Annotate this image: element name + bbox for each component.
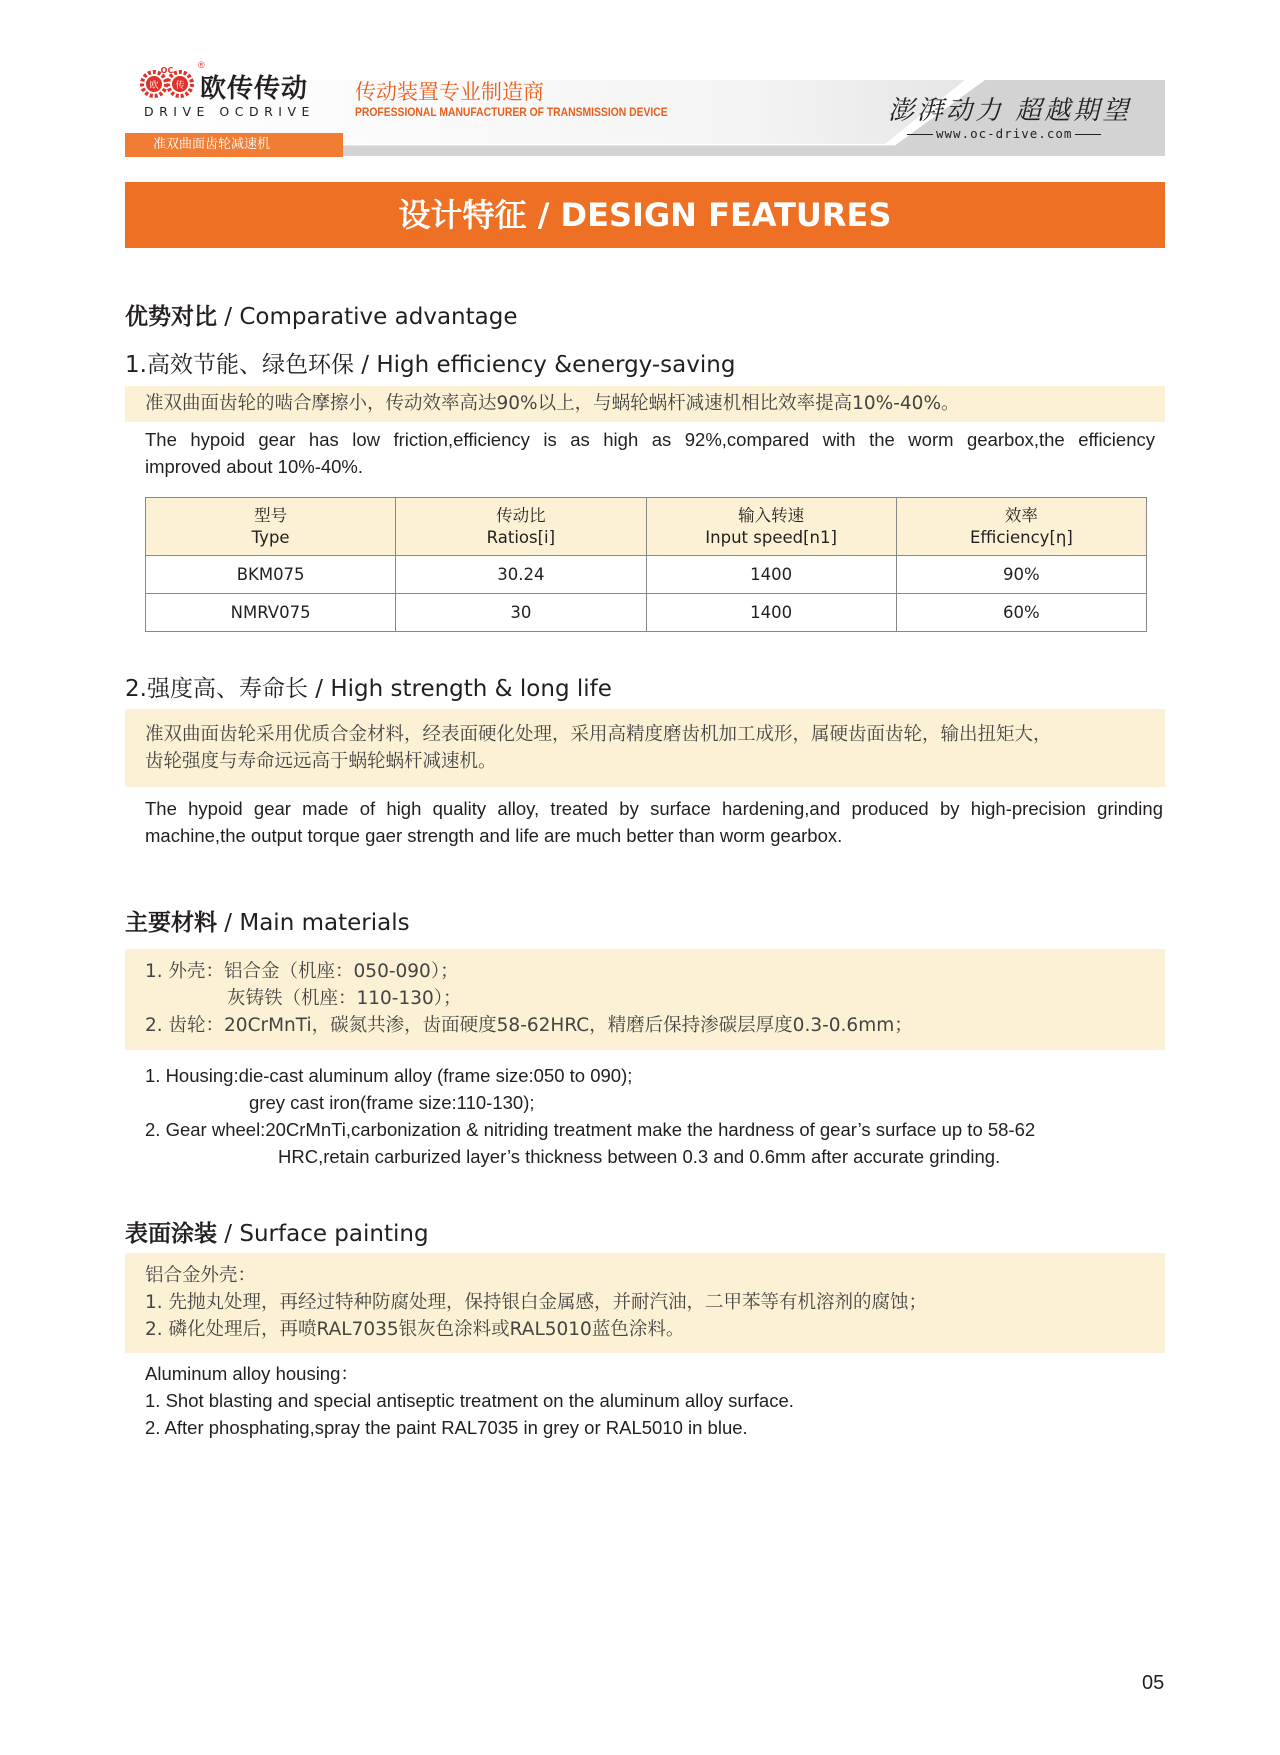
page-header xyxy=(0,0,1280,160)
painting-cn-box xyxy=(125,1253,1165,1353)
cell-efficiency: 90% xyxy=(896,556,1146,594)
item1-en-text xyxy=(145,426,1155,480)
logo-letters: OC xyxy=(160,66,174,75)
cell-input-speed: 1400 xyxy=(646,556,896,594)
materials-cn-line3: 2. 齿轮：20CrMnTi，碳氮共渗，齿面硬度58-62HRC，精磨后保持渗碳层厚度0.3-0.6mm； xyxy=(145,1015,913,1036)
materials-en-line3: 2. Gear wheel:20CrMnTi,carbonization & nitriding treatment make the hardness of gear’s surface up to 58-62 xyxy=(145,1119,1036,1140)
painting-en-text xyxy=(145,1360,1155,1441)
table-header-row xyxy=(146,498,1147,556)
header-efficiency: 效率 Efficiency[η] xyxy=(896,498,1146,556)
cell-type: NMRV075 xyxy=(146,594,396,632)
advantage-heading xyxy=(125,298,517,331)
painting-en-line2: 1. Shot blasting and special antiseptic treatment on the aluminum alloy surface. xyxy=(145,1390,794,1411)
logo-badge-1: 欧 xyxy=(149,81,159,91)
logo-text-en: DRIVE OCDRIVE xyxy=(144,104,315,119)
item1-cn-text: 准双曲面齿轮的啮合摩擦小，传动效率高达90%以上，与蜗轮蜗杆减速机相比效率提高10%-40%。 xyxy=(145,393,960,414)
category-tab: 准双曲面齿轮减速机 xyxy=(125,133,343,157)
table-row xyxy=(146,594,1147,632)
item2-en-line1: The hypoid gear made of high quality alloy, treated by surface hardening,and produced by high-precision grinding xyxy=(145,798,1163,819)
materials-heading-cn: 主要材料 xyxy=(125,910,217,936)
item2-title: 2.强度高、寿命长 / High strength & long life xyxy=(125,676,612,702)
header-input-speed: 输入转速 Input speed[n1] xyxy=(646,498,896,556)
comparison-table xyxy=(145,497,1147,632)
header-ratio: 传动比 Ratios[i] xyxy=(396,498,646,556)
painting-heading-en: / Surface painting xyxy=(217,1221,429,1247)
materials-en-line2: grey cast iron(frame size:110-130); xyxy=(249,1092,535,1113)
painting-cn-line1: 铝合金外壳： xyxy=(145,1265,257,1286)
materials-en-text xyxy=(145,1062,1155,1170)
materials-heading xyxy=(125,904,410,937)
painting-heading xyxy=(125,1215,429,1248)
item2-cn-box xyxy=(125,709,1165,787)
painting-en-line1: Aluminum alloy housing： xyxy=(145,1363,359,1384)
logo-text-cn: 欧传传动 xyxy=(200,74,309,104)
materials-cn-line2: 灰铸铁（机座：110-130）； xyxy=(227,988,462,1009)
advantage-heading-cn: 优势对比 xyxy=(125,304,217,330)
materials-heading-en: / Main materials xyxy=(217,910,410,936)
tagline-cn: 传动装置专业制造商 xyxy=(355,80,544,104)
registered-mark: ® xyxy=(198,60,205,70)
tagline-en: PROFESSIONAL MANUFACTURER OF TRANSMISSION DEVICE xyxy=(355,107,668,119)
gear-logo-icon xyxy=(140,64,198,104)
item2-en-text xyxy=(145,795,1163,849)
slogan: 澎湃动力 超越期望 xyxy=(888,96,1132,126)
company-logo xyxy=(140,60,340,124)
website-dash-left xyxy=(907,134,933,135)
cell-efficiency: 60% xyxy=(896,594,1146,632)
item1-cn-box xyxy=(125,386,1165,422)
cell-ratio: 30 xyxy=(396,594,646,632)
materials-en-line4: HRC,retain carburized layer’s thickness between 0.3 and 0.6mm after accurate grinding. xyxy=(278,1146,1001,1167)
website-url xyxy=(904,126,1104,141)
item1-title: 1.高效节能、绿色环保 / High efficiency &energy-saving xyxy=(125,352,736,378)
item1-en-line1: The hypoid gear has low friction,efficiency is as high as 92%,compared with the worm gearbox,the efficiency xyxy=(145,429,1155,450)
item2-cn-line1: 准双曲面齿轮采用优质合金材料，经表面硬化处理，采用高精度磨齿机加工成形，属硬齿面齿轮，输出扭矩大， xyxy=(145,724,1052,745)
website-dash-right xyxy=(1075,134,1101,135)
painting-en-line3: 2. After phosphating,spray the paint RAL7035 in grey or RAL5010 in blue. xyxy=(145,1417,748,1438)
cell-type: BKM075 xyxy=(146,556,396,594)
materials-en-line1: 1. Housing:die-cast aluminum alloy (frame size:050 to 090); xyxy=(145,1065,633,1086)
painting-cn-line3: 2. 磷化处理后，再喷RAL7035银灰色涂料或RAL5010蓝色涂料。 xyxy=(145,1319,685,1340)
advantage-heading-en: / Comparative advantage xyxy=(217,304,518,330)
page-number: 05 xyxy=(1142,1672,1165,1694)
materials-cn-box xyxy=(125,949,1165,1050)
cell-input-speed: 1400 xyxy=(646,594,896,632)
item1-en-line2: improved about 10%-40%. xyxy=(145,456,364,477)
item2-en-line2: machine,the output torque gaer strength and life are much better than worm gearbox. xyxy=(145,825,843,846)
header-type: 型号 Type xyxy=(146,498,396,556)
logo-badge-2: 传 xyxy=(175,81,185,91)
website-text: www.oc-drive.com xyxy=(936,126,1073,141)
section-banner: 设计特征 / DESIGN FEATURES xyxy=(125,182,1165,248)
painting-cn-line2: 1. 先抛丸处理，再经过特种防腐处理，保持银白金属感，并耐汽油，二甲苯等有机溶剂的腐蚀； xyxy=(145,1292,928,1313)
table-row xyxy=(146,556,1147,594)
materials-cn-line1: 1. 外壳：铝合金（机座：050-090）； xyxy=(145,961,459,982)
painting-heading-cn: 表面涂装 xyxy=(125,1221,217,1247)
cell-ratio: 30.24 xyxy=(396,556,646,594)
item2-cn-line2: 齿轮强度与寿命远远高于蜗轮蜗杆减速机。 xyxy=(145,751,497,772)
